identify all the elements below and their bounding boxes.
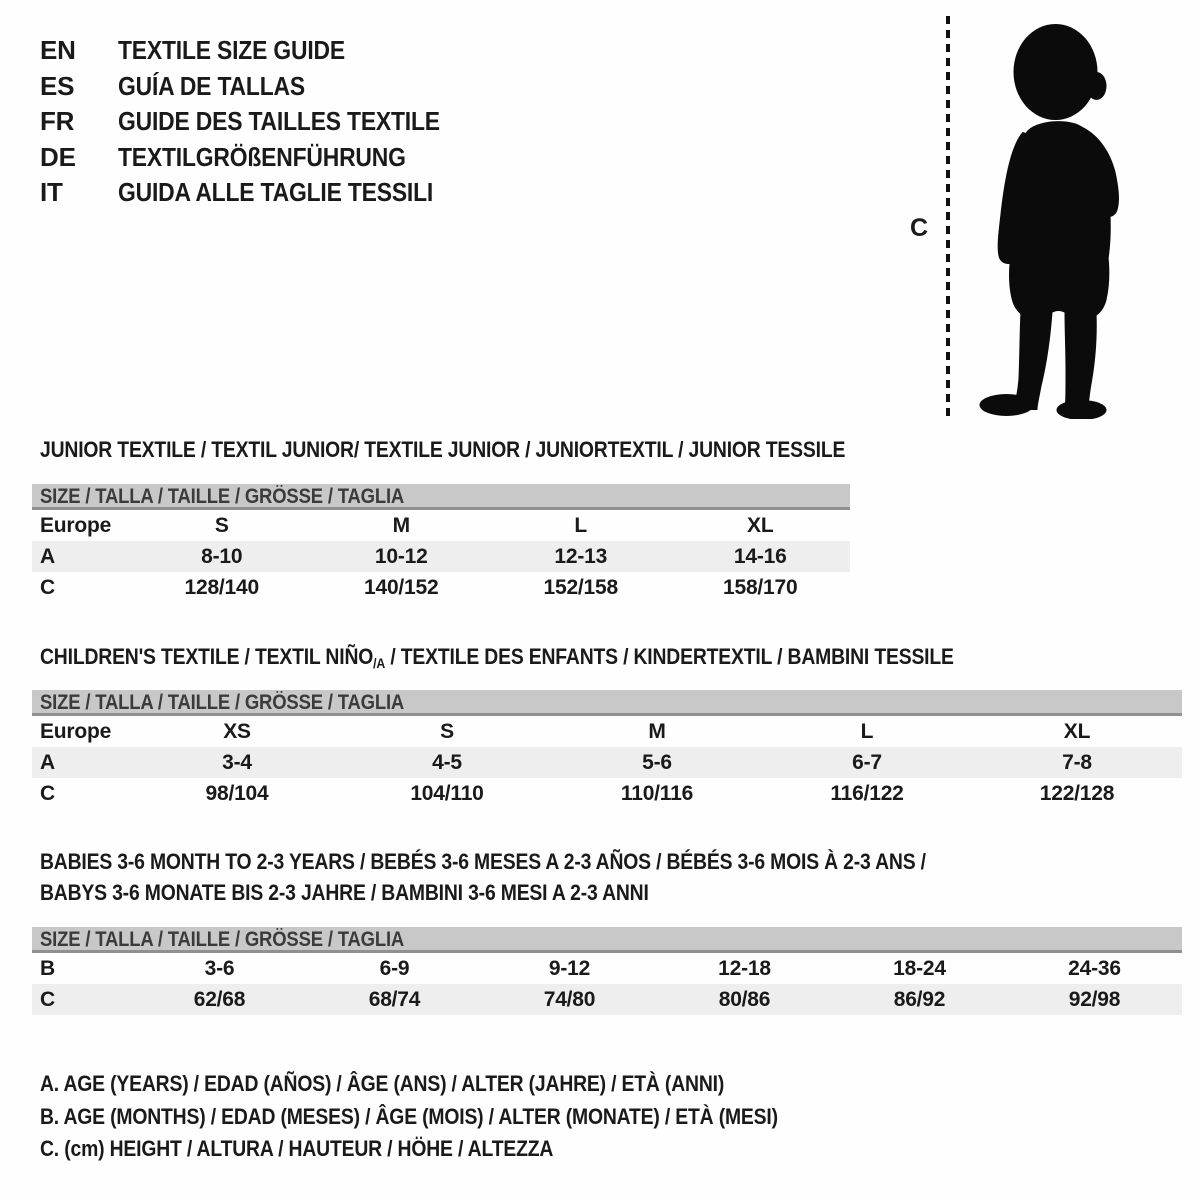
children-title-subscript: /A xyxy=(373,655,386,671)
size-header-label: SIZE / TALLA / TAILLE / GRÖSSE / TAGLIA xyxy=(40,928,405,951)
table-cell: 14-16 xyxy=(733,544,787,568)
height-measure-label: C xyxy=(910,214,928,242)
row-label: Europe xyxy=(40,513,112,537)
table-cell: M xyxy=(392,513,410,537)
language-row xyxy=(40,140,484,176)
table-row xyxy=(32,510,850,541)
height-measure-line xyxy=(946,16,950,416)
legend-line-a: A. AGE (YEARS) / EDAD (AÑOS) / ÂGE (ANS) / ALTER (JAHRE) / ETÀ (ANNI) xyxy=(40,1071,725,1096)
row-label: C xyxy=(40,781,55,805)
table-row xyxy=(32,572,850,603)
row-label: C xyxy=(40,987,55,1011)
table-cell: 12-13 xyxy=(554,544,608,568)
table-cell: 10-12 xyxy=(374,544,428,568)
table-cell: 92/98 xyxy=(1068,987,1121,1011)
language-row xyxy=(40,175,484,211)
size-header-bar xyxy=(32,927,1182,953)
language-code: IT xyxy=(40,177,63,207)
language-code: EN xyxy=(40,35,76,65)
table-cell: L xyxy=(860,719,874,743)
table-cell: 74/80 xyxy=(543,987,596,1011)
row-label: A xyxy=(40,750,55,774)
table-cell: XL xyxy=(1063,719,1091,743)
language-title: GUIDE DES TAILLES TEXTILE xyxy=(118,106,440,136)
table-cell: 9-12 xyxy=(548,956,591,980)
table-cell: XL xyxy=(747,513,774,537)
row-label: Europe xyxy=(40,719,112,743)
children-title-text: / TEXTILE DES ENFANTS / KINDERTEXTIL / BAMBINI TESSILE xyxy=(385,644,954,669)
table-cell: 98/104 xyxy=(205,781,269,805)
language-title: TEXTILGRÖßENFÜHRUNG xyxy=(118,141,406,172)
table-row xyxy=(32,747,1182,778)
table-cell: XS xyxy=(223,719,251,743)
children-size-table xyxy=(32,690,1182,809)
babies-size-table xyxy=(32,927,1182,1015)
babies-section-title-line1: BABIES 3-6 MONTH TO 2-3 YEARS / BEBÉS 3-6 MESES A 2-3 AÑOS / BÉBÉS 3-6 MOIS À 2-3 ANS / xyxy=(40,849,926,874)
size-header-bar xyxy=(32,484,850,510)
height-figure xyxy=(900,14,1170,426)
table-cell: 80/86 xyxy=(718,987,771,1011)
table-cell: 128/140 xyxy=(184,575,259,599)
toddler-silhouette-icon xyxy=(960,14,1145,419)
language-row xyxy=(40,104,484,140)
table-cell: 140/152 xyxy=(363,575,439,599)
table-cell: 158/170 xyxy=(722,575,798,599)
table-cell: 6-7 xyxy=(852,750,882,774)
table-cell: 116/122 xyxy=(830,781,904,805)
table-row xyxy=(32,778,1182,809)
junior-size-table xyxy=(32,484,850,603)
table-cell: M xyxy=(648,719,666,743)
table-row xyxy=(32,541,850,572)
table-row xyxy=(32,716,1182,747)
table-cell: 62/68 xyxy=(193,987,246,1011)
table-row xyxy=(32,984,1182,1015)
table-cell: 6-9 xyxy=(379,956,410,980)
size-header-label: SIZE / TALLA / TAILLE / GRÖSSE / TAGLIA xyxy=(40,485,405,508)
table-cell: 8-10 xyxy=(201,544,243,568)
table-cell: 152/158 xyxy=(543,575,618,599)
table-cell: 7-8 xyxy=(1062,750,1092,774)
language-title: TEXTILE SIZE GUIDE xyxy=(118,35,345,65)
table-cell: 18-24 xyxy=(893,956,946,980)
children-title-text: CHILDREN'S TEXTILE / TEXTIL NIÑO xyxy=(40,644,374,669)
language-code: FR xyxy=(40,106,75,136)
children-section-title xyxy=(40,644,954,676)
table-cell: 4-5 xyxy=(432,750,462,774)
table-cell: 68/74 xyxy=(368,987,421,1011)
table-cell: 104/110 xyxy=(410,781,484,805)
row-label: B xyxy=(40,956,55,980)
table-cell: 5-6 xyxy=(642,750,672,774)
table-cell: 122/128 xyxy=(1039,781,1115,805)
table-cell: L xyxy=(574,513,588,537)
table-cell: 24-36 xyxy=(1068,956,1121,980)
table-cell: 3-6 xyxy=(204,956,235,980)
row-label: A xyxy=(40,544,55,568)
table-cell: 110/116 xyxy=(620,781,694,805)
language-title: GUIDA ALLE TAGLIE TESSILI xyxy=(118,177,434,207)
legend-line-b: B. AGE (MONTHS) / EDAD (MESES) / ÂGE (MOIS) / ALTER (MONATE) / ETÀ (MESI) xyxy=(40,1103,778,1129)
legend-line-c: C. (cm) HEIGHT / ALTURA / HAUTEUR / HÖHE / ALTEZZA xyxy=(40,1136,554,1161)
table-cell: S xyxy=(214,513,229,537)
table-cell: 86/92 xyxy=(893,987,946,1011)
language-row xyxy=(40,69,484,105)
language-row xyxy=(40,33,484,69)
row-label: C xyxy=(40,575,55,599)
measure-legend xyxy=(40,1068,878,1166)
language-code: DE xyxy=(40,141,76,172)
table-cell: 3-4 xyxy=(222,750,252,774)
size-header-label: SIZE / TALLA / TAILLE / GRÖSSE / TAGLIA xyxy=(40,691,405,714)
language-title-list xyxy=(40,33,484,211)
junior-section-title: JUNIOR TEXTILE / TEXTIL JUNIOR/ TEXTILE JUNIOR / JUNIORTEXTIL / JUNIOR TESSILE xyxy=(40,437,846,462)
table-cell: S xyxy=(440,719,454,743)
table-row xyxy=(32,953,1182,984)
size-header-bar xyxy=(32,690,1182,716)
babies-section-title-line2: BABYS 3-6 MONATE BIS 2-3 JAHRE / BAMBINI 3-6 MESI A 2-3 ANNI xyxy=(40,880,649,905)
language-title: GUÍA DE TALLAS xyxy=(118,70,305,101)
language-code: ES xyxy=(40,70,75,101)
table-cell: 12-18 xyxy=(718,956,771,980)
